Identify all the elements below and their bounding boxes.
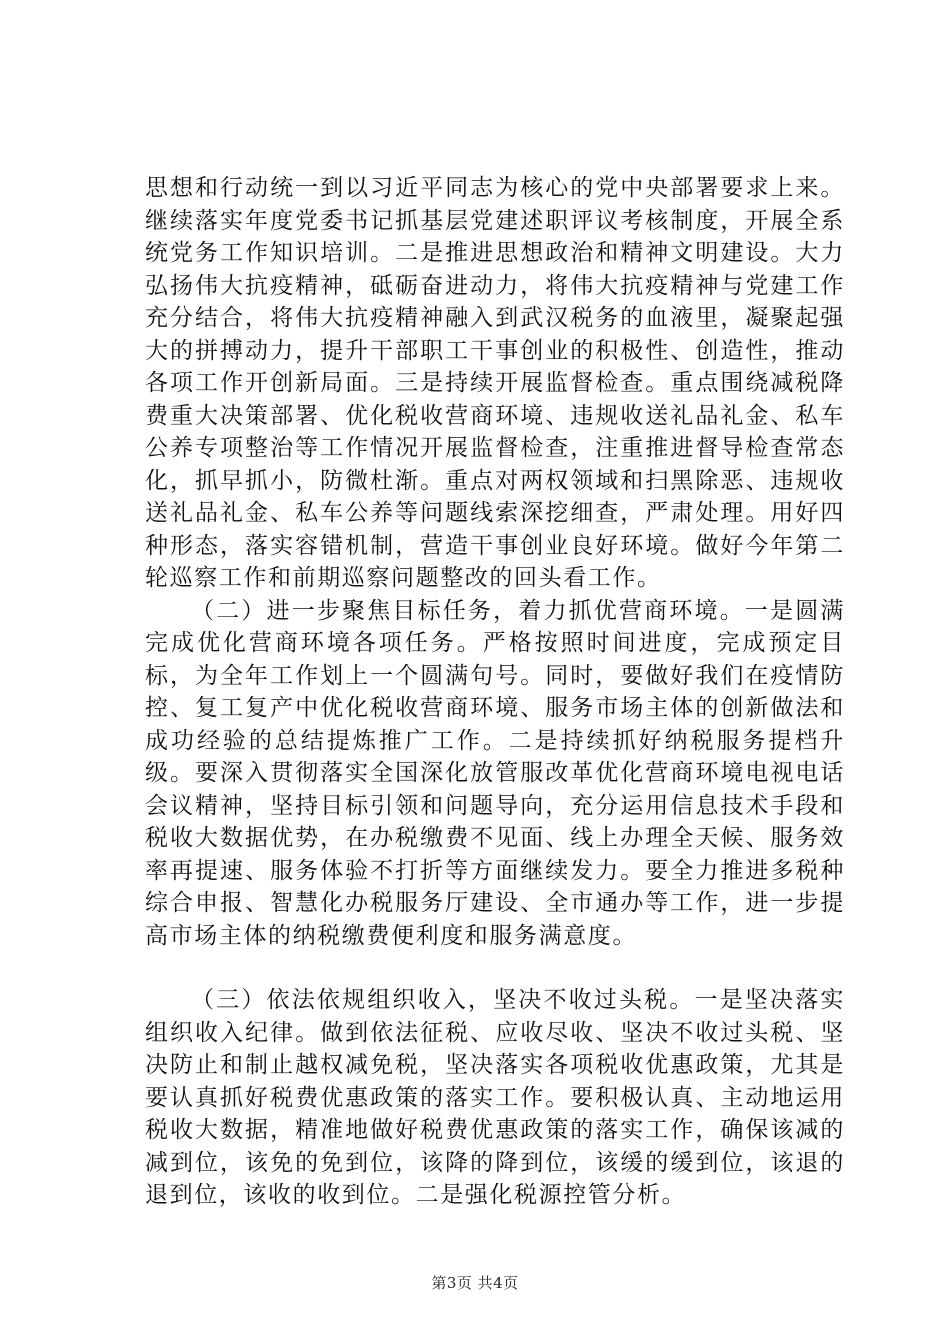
body-text <box>145 172 845 1212</box>
paragraph-1: 思想和行动统一到以习近平同志为核心的党中央部署要求上来。继续落实年度党委书记抓基层党建述职评议考核制度，开展全系统党务工作知识培训。二是推进思想政治和精神文明建设。大力弘扬伟大抗疫精神，砥砺奋进动力，将伟大抗疫精神与党建工作充分结合，将伟大抗疫精神融入到武汉税务的血液里，凝聚起强大的拼搏动力，提升干部职工干事创业的积极性、创造性，推动各项工作开创新局面。三是持续开展监督检查。重点围绕减税降费重大决策部署、优化税收营商环境、违规收送礼品礼金、私车公养专项整治等工作情况开展监督检查，注重推进督导检查常态化，抓早抓小，防微杜渐。重点对两权领域和扫黑除恶、违规收送礼品礼金、私车公养等问题线索深挖细查，严肃处理。用好四种形态，落实容错机制，营造干事创业良好环境。做好今年第二轮巡察工作和前期巡察问题整改的回头看工作。 <box>145 175 845 591</box>
page-footer: 第3页 共4页 <box>431 1274 519 1292</box>
paragraph-2: （二）进一步聚焦目标任务，着力抓优营商环境。一是圆满完成优化营商环境各项任务。严格按照时间进度，完成预定目标，为全年工作划上一个圆满句号。同时，要做好我们在疫情防控、复工复产中优化税收营商环境、服务市场主体的创新做法和成功经验的总结提炼推广工作。二是持续抓好纳税服务提档升级。要深入贯彻落实全国深化放管服改革优化营商环境电视电话会议精神，坚持目标引领和问题导向，充分运用信息技术手段和税收大数据优势，在办税缴费不见面、线上办理全天候、服务效率再提速、服务体验不打折等方面继续发力。要全力推进多税种综合申报、智慧化办税服务厅建设、全市通办等工作，进一步提高市场主体的纳税缴费便利度和服务满意度。 <box>145 597 845 949</box>
paragraph-3: （三）依法依规组织收入，坚决不收过头税。一是坚决落实组织收入纪律。做到依法征税、应收尽收、坚决不收过头税、坚决防止和制止越权减免税，坚决落实各项税收优惠政策，尤其是要认真抓好税费优惠政策的落实工作。要积极认真、主动地运用税收大数据，精准地做好税费优惠政策的落实工作，确保该减的减到位，该免的免到位，该降的降到位，该缓的缓到位，该退的退到位，该收的收到位。二是强化税源控管分析。 <box>145 987 845 1208</box>
